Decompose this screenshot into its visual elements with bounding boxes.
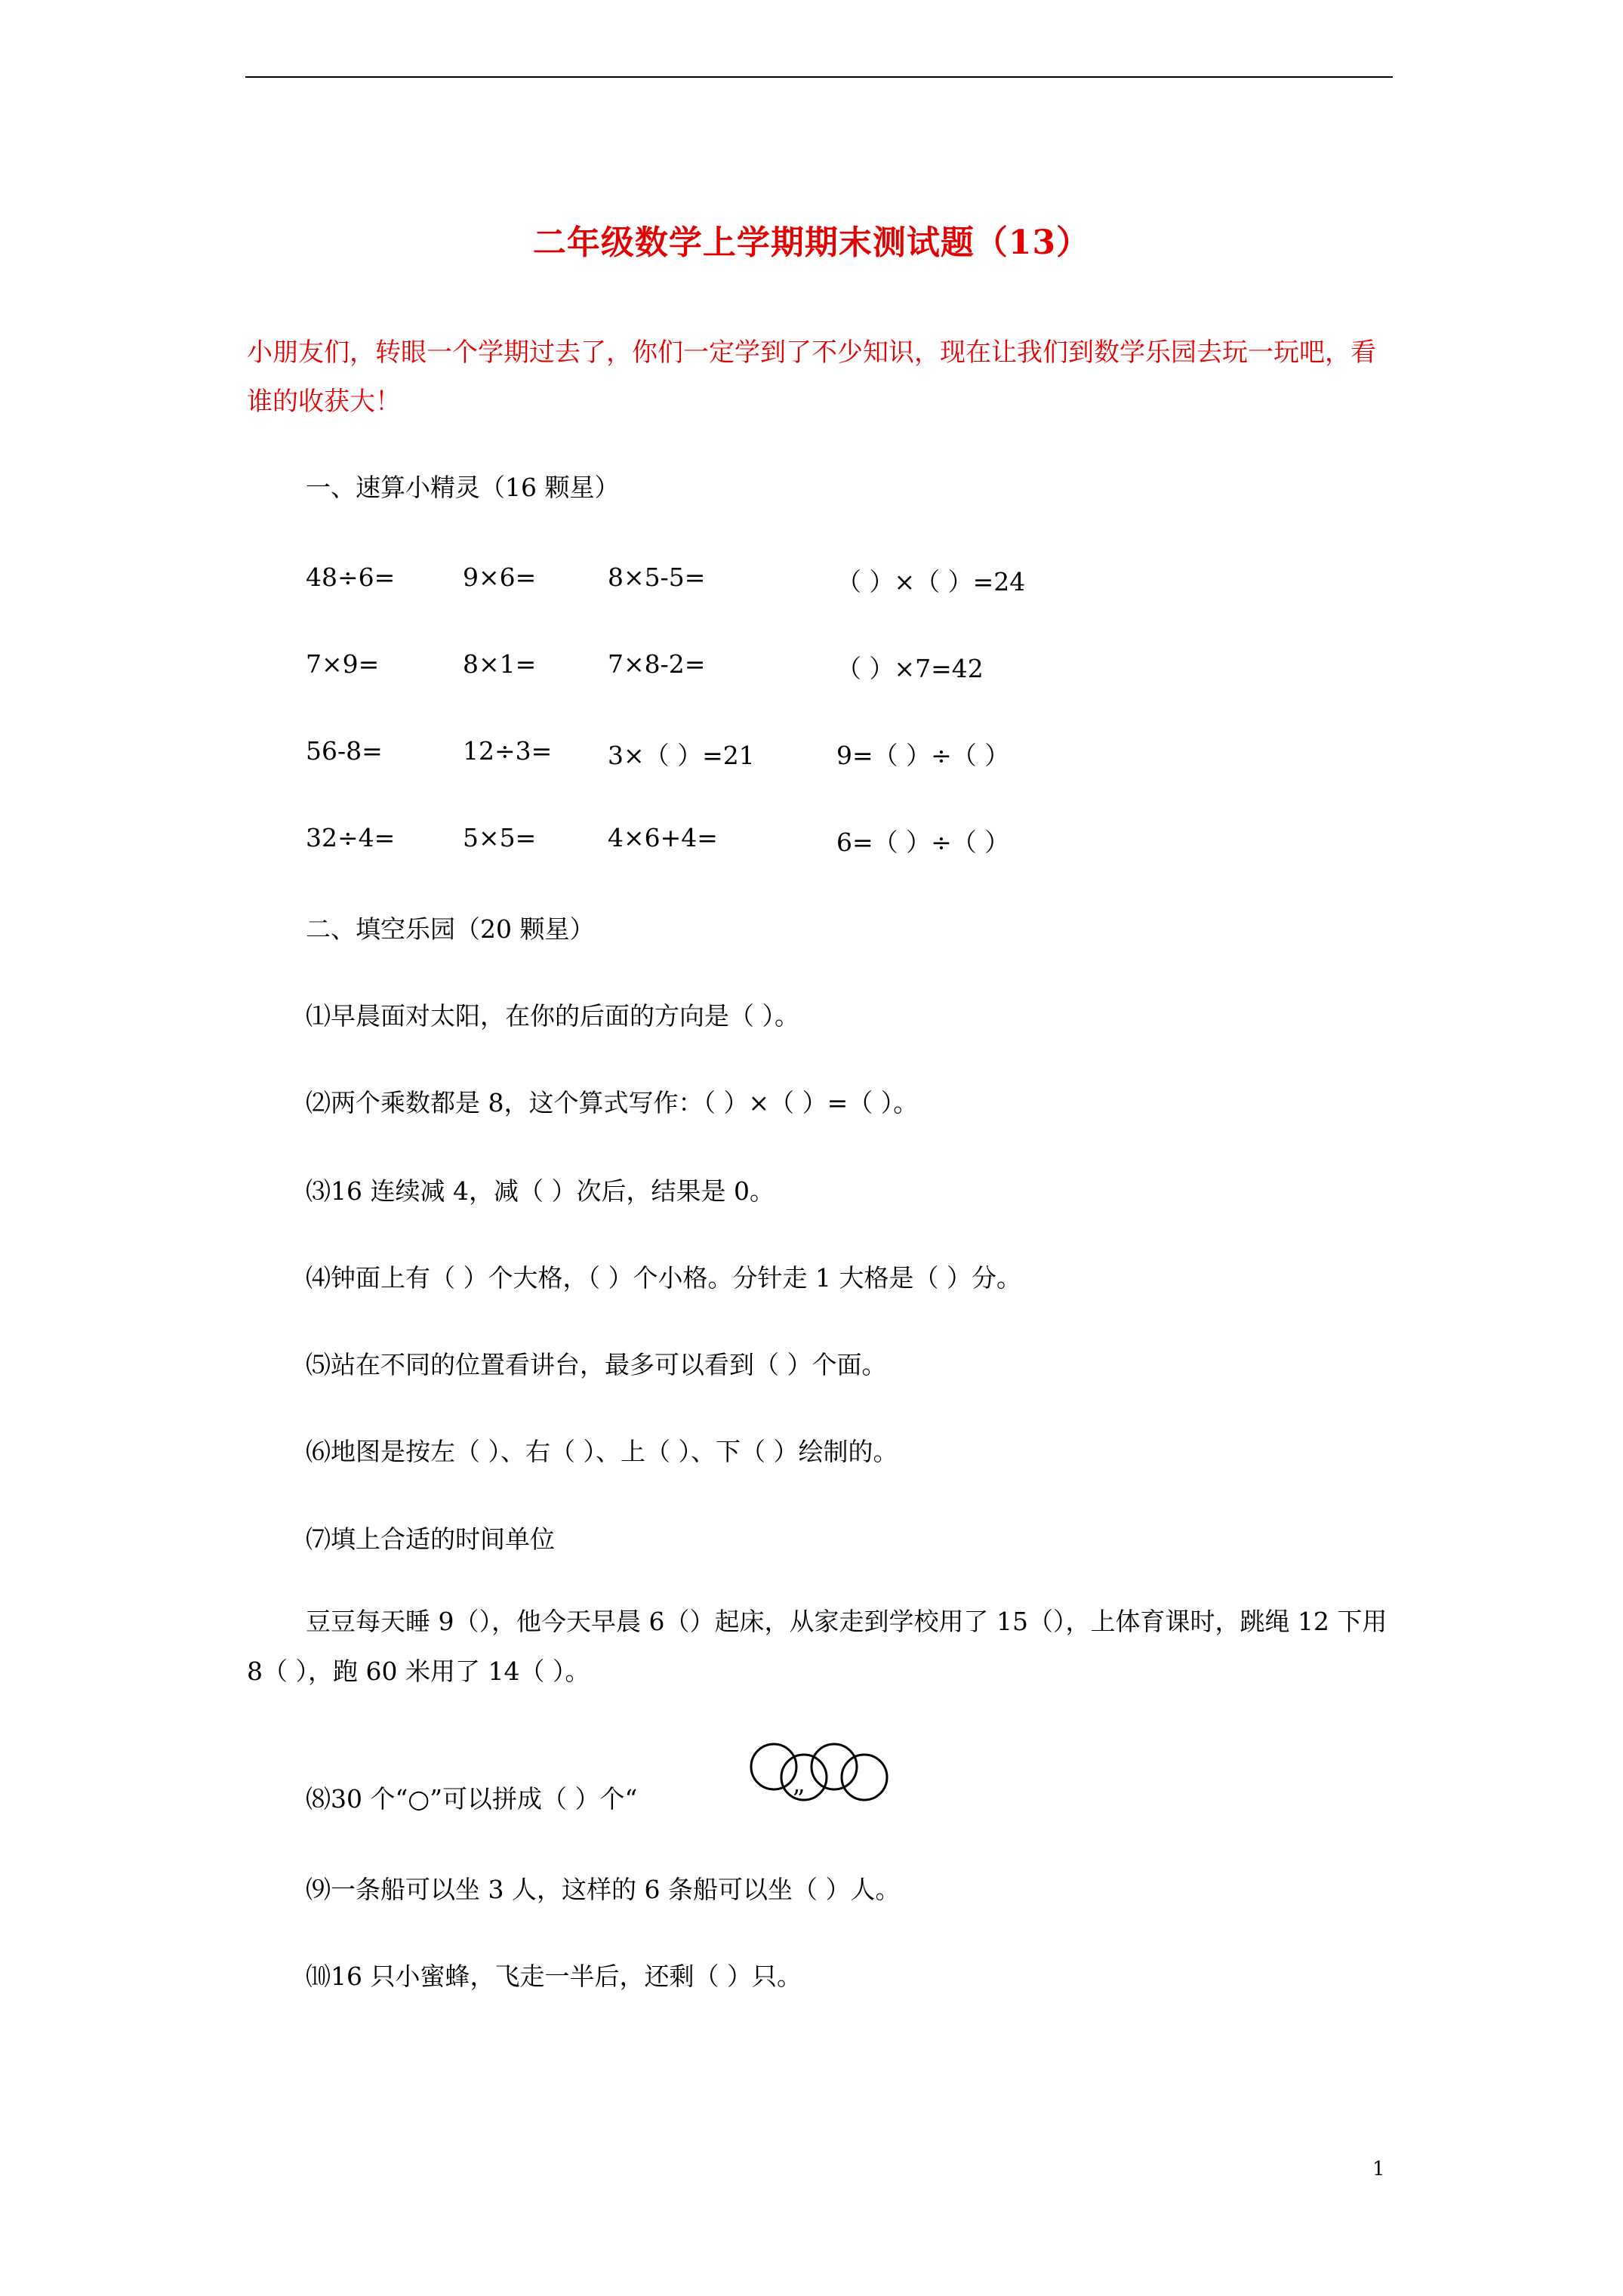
section-1-heading: 一、速算小精灵（16 颗星） (306, 473, 620, 502)
question-8-suffix: ” (792, 1784, 805, 1814)
calc-item: （ ）×7=42 (836, 654, 984, 683)
question-7: ⑺填上合适的时间单位 (306, 1524, 555, 1554)
header-rule (245, 76, 1393, 78)
calc-item: 5×5= (463, 823, 537, 852)
calc-item: 7×9= (306, 649, 380, 679)
intro-text: 小朋友们，转眼一个学期过去了，你们一定学到了不少知识，现在让我们到数学乐园去玩一玩吧，看谁的收获大！ (247, 337, 1376, 417)
ring (812, 1744, 857, 1789)
question-6: ⑹地图是按左（ ）、右（ ）、上（ ）、下（ ）绘制的。 (306, 1437, 898, 1466)
calc-item: 3×（ ）=21 (608, 741, 755, 770)
question-4: ⑷钟面上有（ ）个大格，（ ）个小格。分针走 1 大格是（ ）分。 (306, 1263, 1021, 1293)
ring (842, 1755, 887, 1800)
linked-rings-figure (744, 1742, 902, 1802)
section-2-heading: 二、填空乐园（20 颗星） (306, 914, 595, 944)
calc-item: 9×6= (463, 562, 537, 592)
calc-item: 48÷6= (306, 562, 396, 592)
question-10: ⑽16 只小蜜蜂，飞走一半后，还剩（ ）只。 (306, 1962, 802, 1991)
page-number: 1 (1372, 2158, 1385, 2180)
question-7-text: 豆豆每天睡 9（），他今天早晨 6（）起床，从家走到学校用了 15（），上体育课时，跳绳 12 下用 8（ ），跑 60 米用了 14（ ）。 (247, 1607, 1387, 1686)
calc-item: 56-8= (306, 736, 383, 766)
calc-item: （ ）×（ ）=24 (836, 567, 1026, 596)
question-3: ⑶16 连续减 4，减（ ）次后，结果是 0。 (306, 1176, 775, 1206)
calc-item: 6=（ ）÷（ ） (836, 827, 1010, 857)
ring (751, 1744, 796, 1789)
question-9: ⑼一条船可以坐 3 人，这样的 6 条船可以坐（ ）人。 (306, 1875, 901, 1904)
question-5: ⑸站在不同的位置看讲台，最多可以看到（ ）个面。 (306, 1350, 887, 1379)
question-8-prefix: ⑻30 个“○”可以拼成（ ）个“ (306, 1784, 638, 1814)
question-1: ⑴早晨面对太阳，在你的后面的方向是（ ）。 (306, 1001, 799, 1031)
question-8 (306, 1780, 805, 1815)
calc-item: 32÷4= (306, 823, 396, 852)
question-2: ⑵两个乘数都是 8，这个算式写作：（ ）×（ ）=（ ）。 (306, 1088, 919, 1117)
calc-item: 8×5-5= (608, 562, 706, 592)
page-title: 二年级数学上学期期末测试题（13） (532, 223, 1091, 262)
calc-item: 4×6+4= (608, 823, 718, 852)
calc-item: 9=（ ）÷（ ） (836, 741, 1010, 770)
calc-item: 12÷3= (463, 736, 553, 766)
calc-item: 7×8-2= (608, 649, 706, 679)
ring (781, 1755, 827, 1800)
calc-item: 8×1= (463, 649, 537, 679)
